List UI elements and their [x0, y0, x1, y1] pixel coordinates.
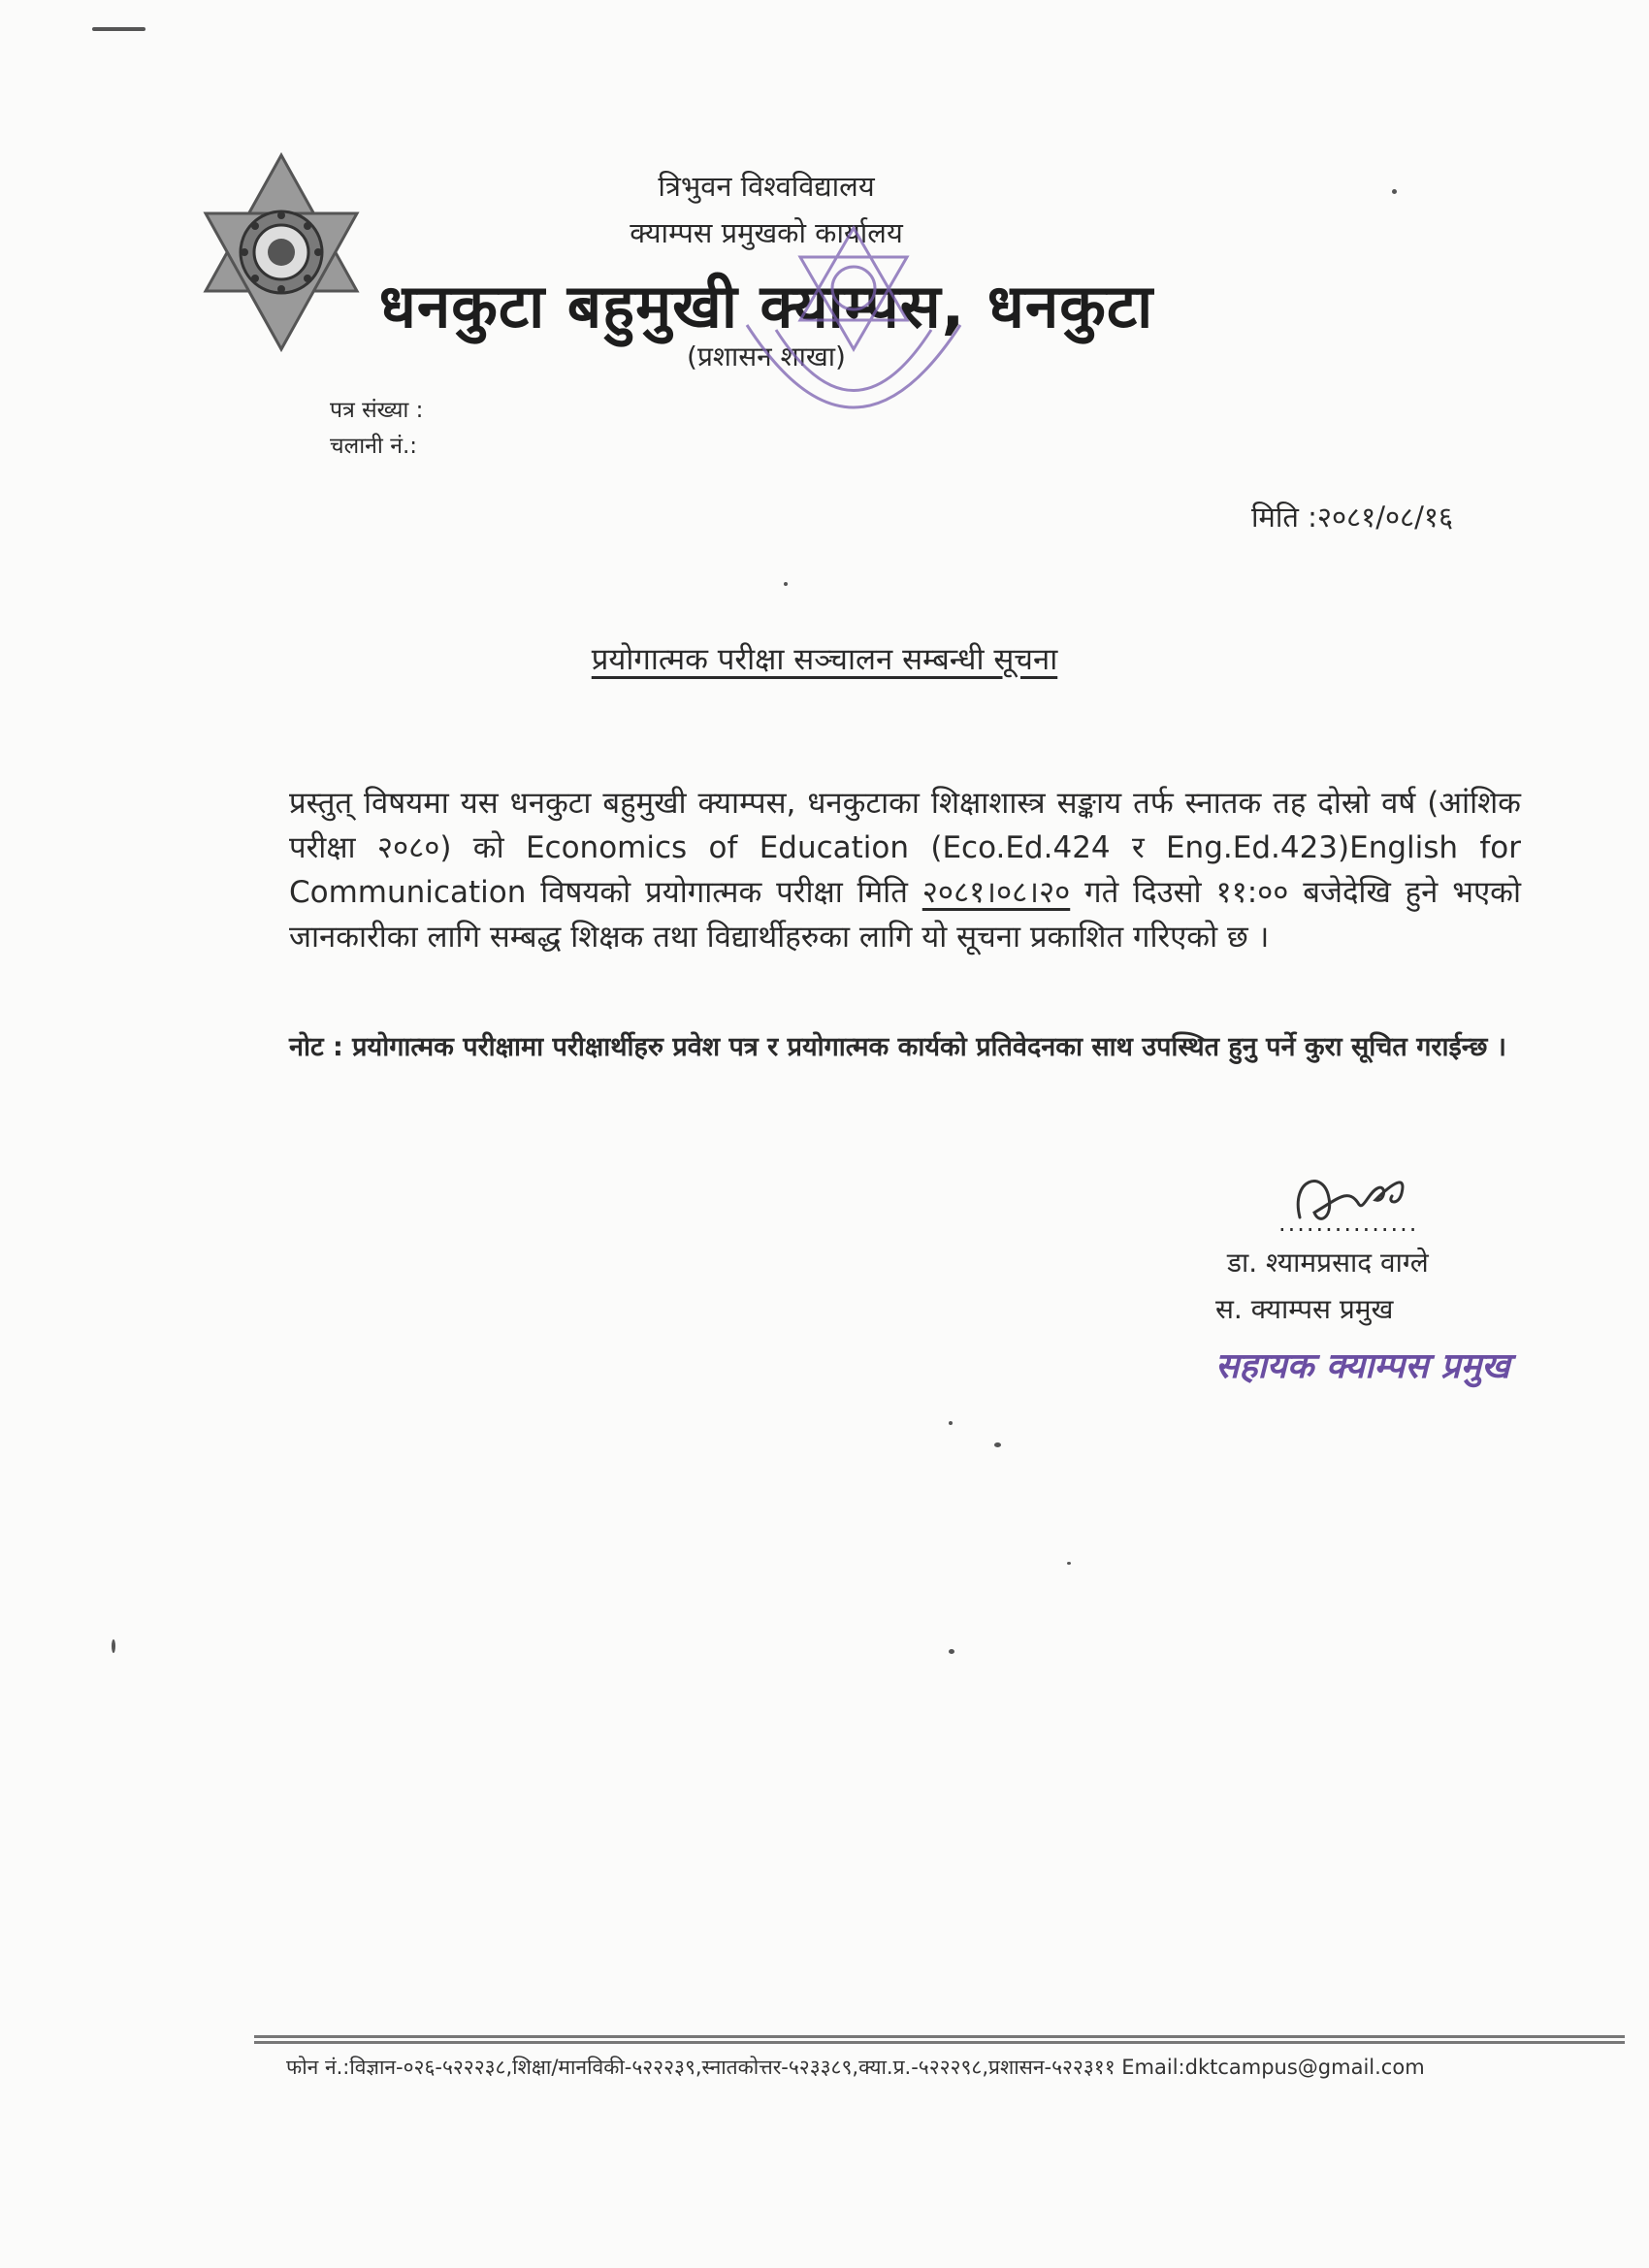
letter-number-label: पत्र संख्या : — [330, 398, 424, 423]
scan-speck — [92, 27, 146, 31]
signature-line: ............... — [1278, 1210, 1419, 1237]
notice-body — [289, 781, 1521, 959]
signer-name: डा. श्यामप्रसाद वाग्ले — [1227, 1247, 1429, 1279]
exam-date: २०८१।०८।२० — [922, 875, 1071, 910]
notice-subject — [0, 638, 1649, 679]
scan-speck — [949, 1649, 954, 1654]
body-text-part2: गते दिउसो ११:०० बजेदेखि हुने भएको जानकारीका लागि सम्बद्ध शिक्षक तथा विद्यार्थीहरुका लागि यो सूचना प्रकाशित गरिएको छ । — [289, 875, 1522, 955]
footer-divider — [254, 2035, 1625, 2047]
signer-title-stamp: सहायक क्याम्पस प्रमुख — [1215, 1346, 1510, 1386]
scan-speck — [1392, 189, 1397, 194]
subject-text: प्रयोगात्मक परीक्षा सञ्चालन सम्बन्धी सूचना — [591, 642, 1058, 677]
scan-speck — [784, 582, 788, 586]
scan-speck — [112, 1639, 115, 1653]
campus-seal-stamp-icon — [708, 209, 999, 480]
body-text-part1: प्रस्तुत् विषयमा यस धनकुटा बहुमुखी क्याम्पस, धनकुटाका शिक्षाशास्त्र सङ्काय तर्फ स्नातक तह दोस्रो वर्ष (आंशिक परीक्षा २०८०) को Economics of Education (Eco.Ed.424 र Eng.Ed.423)English for Communication विषयको प्रयोगात्मक परीक्षा मिति — [289, 786, 1521, 910]
university-name: त्रिभुवन विश्वविद्यालय — [658, 170, 875, 203]
scan-speck — [994, 1442, 1001, 1447]
notice-date: मिति :२०८१/०८/१६ — [1251, 501, 1454, 534]
dispatch-number-label: चलानी नं.: — [330, 434, 418, 459]
signer-title: स. क्याम्पस प्रमुख — [1215, 1293, 1394, 1325]
campus-name: धनकुटा बहुमुखी क्याम्पस, धनकुटा — [378, 271, 1154, 341]
scan-speck — [949, 1421, 953, 1425]
office-name: क्याम्पस प्रमुखको कार्यालय — [630, 216, 903, 249]
footer-contact: फोन नं.:विज्ञान-०२६-५२२२३८,शिक्षा/मानविकी-५२२२३९,स्नातकोत्तर-५२३३८९,क्या.प्र.-५२२२९८,प्रशासन-५२२३११ Email:dktcampus@gmail.com — [286, 2056, 1425, 2079]
branch-name: (प्रशासन शाखा) — [687, 340, 846, 373]
notice-note: नोट : प्रयोगात्मक परीक्षामा परीक्षार्थीहरु प्रवेश पत्र र प्रयोगात्मक कार्यको प्रतिवेदनका साथ उपस्थित हुनु पर्ने कुरा सूचित गराईन्छ । — [289, 1032, 1506, 1062]
scan-speck — [1067, 1562, 1071, 1565]
